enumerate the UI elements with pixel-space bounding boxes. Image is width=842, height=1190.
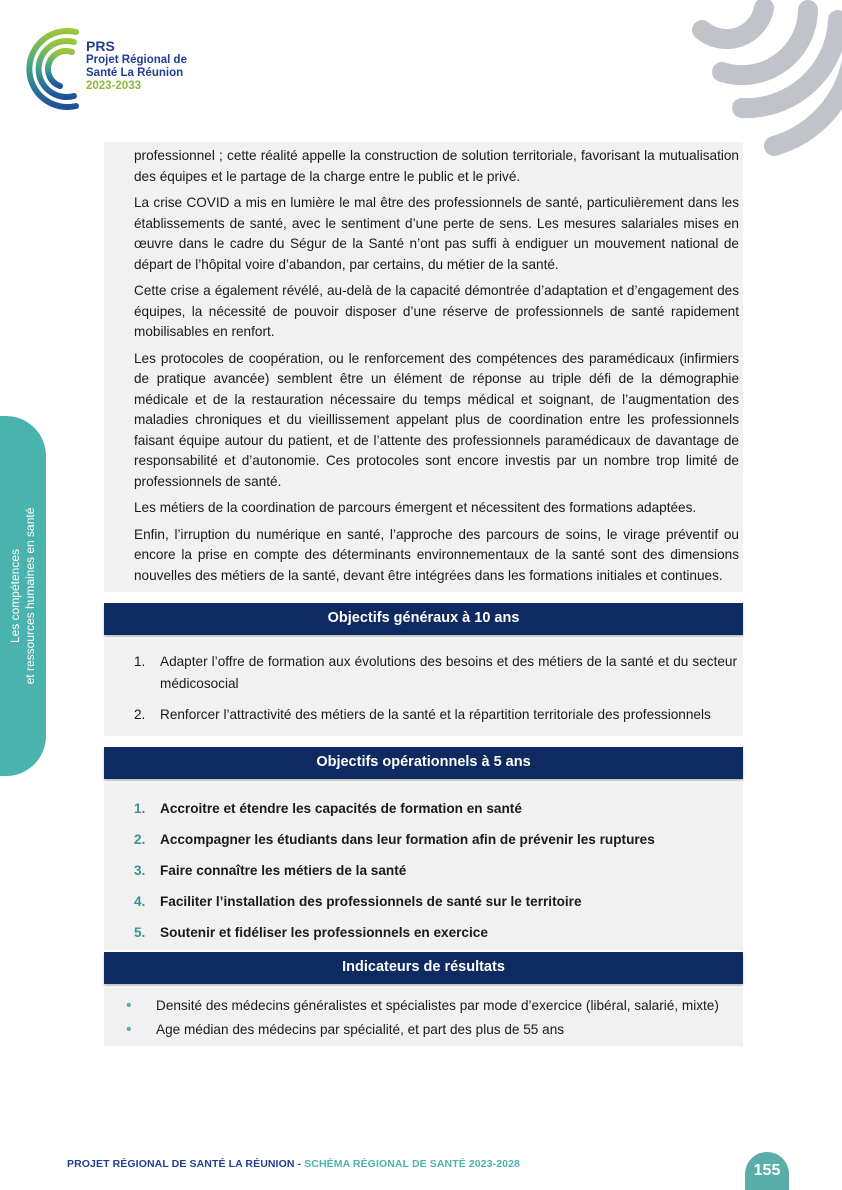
item-text: Soutenir et fidéliser les professionnels en exercice [160, 924, 488, 940]
logo-arcs-icon [24, 28, 86, 110]
chapter-title-line-2: et ressources humaines en santé [23, 507, 37, 685]
list-item [134, 886, 737, 917]
chapter-title-line-1: Les compétences [8, 548, 22, 644]
item-text: Accompagner les étudiants dans leur formation afin de prévenir les ruptures [160, 831, 655, 847]
chapter-title [8, 508, 38, 685]
indicators-header: Indicateurs de résultats [104, 952, 743, 984]
general-objectives-list [104, 639, 743, 736]
item-text: Accroitre et étendre les capacités de formation en santé [160, 800, 522, 816]
bullet-icon: • [126, 996, 132, 1014]
item-number: 3. [134, 862, 146, 878]
operational-objectives-header: Objectifs opérationnels à 5 ans [104, 747, 743, 779]
list-item [126, 1020, 737, 1040]
list-item [126, 996, 737, 1016]
page-footer [67, 1158, 520, 1170]
item-number: 4. [134, 893, 146, 909]
chapter-side-tab [0, 416, 46, 776]
footer-document-title: PROJET RÉGIONAL DE SANTÉ LA RÉUNION [67, 1158, 295, 1170]
item-text: Densité des médecins généralistes et spécialistes par mode d’exercice (libéral, salarié, mixte) [156, 997, 719, 1013]
logo-line-2: Santé La Réunion [86, 67, 184, 79]
context-text-box [104, 142, 743, 592]
prs-logo [24, 28, 224, 110]
item-number: 2. [134, 707, 146, 722]
item-number: 1. [134, 654, 146, 669]
item-text: Faciliter l’installation des professionnels de santé sur le territoire [160, 893, 582, 909]
logo-acronym: PRS [86, 38, 115, 54]
logo-line-1: Projet Régional de [86, 54, 187, 66]
item-text: Renforcer l’attractivité des métiers de la santé et la répartition territoriale des professionnels [160, 707, 711, 722]
list-item [134, 855, 737, 886]
paragraph: professionnel ; cette réalité appelle la construction de solution territoriale, favorisant la mutualisation des équipes et le partage de la charge entre le public et le privé. [134, 148, 739, 184]
logo-years: 2023-2033 [86, 80, 141, 92]
list-item [134, 793, 737, 824]
general-objectives-header: Objectifs généraux à 10 ans [104, 603, 743, 635]
paragraph: Enfin, l’irruption du numérique en santé, l’approche des parcours de soins, le virage préventif ou encore la prise en compte des déterminants environnementaux de la santé sont des dimensions nouvelles des métiers de la santé, devant être intégrées dans les formations initiales et continues. [134, 526, 739, 583]
indicators-list [104, 988, 743, 1046]
operational-objectives-list [104, 783, 743, 950]
bullet-icon: • [126, 1020, 132, 1038]
page-number: 155 [745, 1152, 789, 1190]
item-number: 5. [134, 924, 146, 940]
list-item [134, 917, 737, 948]
paragraph: La crise COVID a mis en lumière le mal être des professionnels de santé, particulièrement dans les établissements de santé, avec le sentiment d’une perte de sens. Les mesures salariales mises en œuvre dans le cadre du Ségur de la Santé n’ont pas suffi à endiguer un mouvement national de départ de l’hôpital voire d’abandon, par certains, du métier de la santé. [134, 195, 739, 272]
item-number: 2. [134, 831, 146, 847]
list-item [134, 651, 737, 694]
main-content [104, 142, 743, 1046]
item-text: Faire connaître les métiers de la santé [160, 862, 407, 878]
item-text: Adapter l’offre de formation aux évolutions des besoins et des métiers de la santé et du secteur médicosocial [160, 654, 737, 691]
item-number: 1. [134, 800, 146, 816]
footer-section-title: SCHÉMA RÉGIONAL DE SANTÉ 2023-2028 [304, 1158, 520, 1170]
list-item [134, 704, 737, 726]
decorative-arcs-icon [692, 0, 842, 160]
paragraph: Cette crise a également révélé, au-delà de la capacité démontrée d’adaptation et d’engagement des équipes, la nécessité de pouvoir disposer d’une réserve de professionnels de santé rapidement mobilisables en renfort. [134, 283, 739, 339]
item-text: Age médian des médecins par spécialité, et part des plus de 55 ans [156, 1021, 565, 1037]
paragraph: Les métiers de la coordination de parcours émergent et nécessitent des formations adaptées. [134, 500, 697, 515]
footer-separator: - [294, 1158, 305, 1170]
paragraph: Les protocoles de coopération, ou le renforcement des compétences des paramédicaux (infirmiers de pratique avancée) semblent être un élément de réponse au triple défi de la démographie médicale et de la restauration nécessaire du temps médical et soignant, de l’augmentation des maladies chroniques et du vieillissement appelant plus de coordination entre les professionnels faisant équipe autour du patient, et de l’attente des professionnels paramédicaux de davantage de responsabilité et d’autonomie. Ces protocoles sont encore investis par un nombre trop limité de professionnels de santé. [134, 350, 739, 489]
list-item [134, 824, 737, 855]
